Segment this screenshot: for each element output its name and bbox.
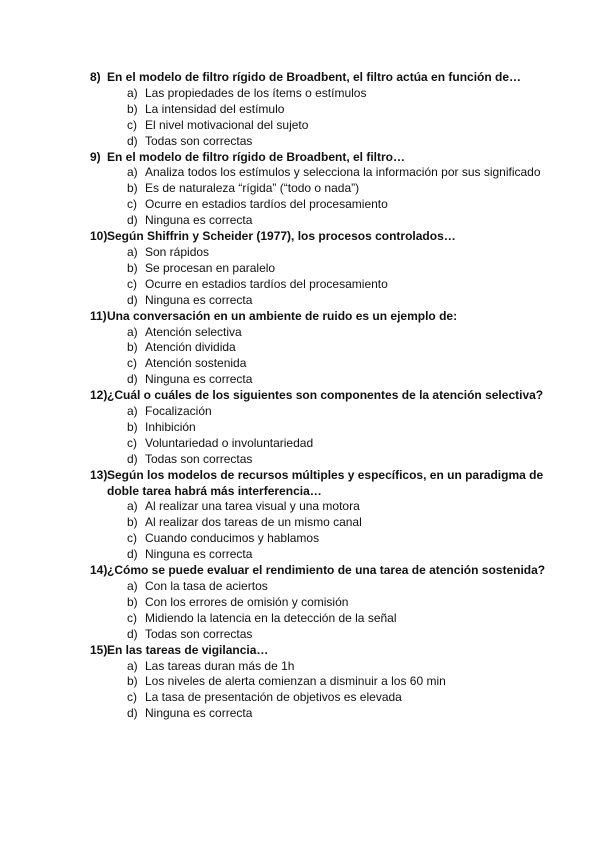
option-letter: c): [127, 117, 137, 132]
answer-options: [90, 659, 550, 723]
option-text: Todas son correctas: [145, 133, 253, 148]
option-text: Atención sostenida: [145, 356, 247, 371]
option-text: Ninguna es correcta: [145, 292, 253, 307]
option-letter: b): [127, 419, 138, 434]
question-heading: [90, 70, 550, 86]
option-text: El nivel motivacional del sujeto: [145, 117, 309, 132]
answer-option: [127, 165, 550, 181]
question-text: ¿Cuál o cuáles de los siguientes son componentes de la atención selectiva?: [107, 388, 544, 403]
question-text: Según Shiffrin y Scheider (1977), los procesos controlados…: [107, 229, 456, 244]
option-text: Ocurre en estadios tardíos del procesamiento: [145, 197, 388, 212]
answer-option: [127, 404, 550, 420]
option-text: Los niveles de alerta comienzan a disminuir a los 60 min: [145, 674, 446, 689]
question-block: [90, 468, 550, 563]
question-heading: [90, 229, 550, 245]
question-block: [90, 70, 550, 150]
option-text: Es de naturaleza “rígida” (“todo o nada”): [145, 181, 360, 196]
question-block: [90, 388, 550, 468]
answer-option: [127, 277, 550, 293]
option-letter: c): [127, 197, 137, 212]
question-heading: [90, 150, 550, 166]
answer-options: [90, 404, 550, 468]
question-heading: [90, 563, 550, 579]
answer-option: [127, 261, 550, 277]
option-letter: d): [127, 372, 138, 387]
option-text: Con los errores de omisión y comisión: [145, 594, 349, 609]
option-letter: c): [127, 356, 137, 371]
answer-option: [127, 531, 550, 547]
answer-option: [127, 86, 550, 102]
option-letter: a): [127, 85, 138, 100]
answer-option: [127, 659, 550, 675]
option-text: Ninguna es correcta: [145, 372, 253, 387]
question-text: En el modelo de filtro rígido de Broadbent, el filtro actúa en función de…: [107, 70, 522, 84]
option-text: Cuando conducimos y hablamos: [145, 531, 320, 546]
option-letter: c): [127, 610, 137, 625]
answer-option: [127, 102, 550, 118]
question-number: 15): [90, 642, 108, 657]
answer-option: [127, 595, 550, 611]
answer-option: [127, 340, 550, 356]
option-letter: d): [127, 451, 138, 466]
question-block: [90, 309, 550, 389]
question-number: 9): [90, 149, 101, 164]
answer-option: [127, 579, 550, 595]
option-letter: a): [127, 658, 138, 673]
option-text: Ocurre en estadios tardíos del procesamiento: [145, 276, 388, 291]
option-letter: d): [127, 626, 138, 641]
answer-option: [127, 706, 550, 722]
option-text: Atención selectiva: [145, 324, 242, 339]
option-text: Todas son correctas: [145, 451, 253, 466]
option-text: La intensidad del estímulo: [145, 101, 285, 116]
option-text: Ninguna es correcta: [145, 213, 253, 228]
answer-option: [127, 547, 550, 563]
question-number: 13): [90, 467, 108, 482]
answer-option: [127, 293, 550, 309]
answer-option: [127, 118, 550, 134]
option-letter: c): [127, 276, 137, 291]
question-number: 11): [90, 308, 107, 323]
answer-option: [127, 611, 550, 627]
option-letter: d): [127, 706, 138, 721]
option-letter: a): [127, 579, 138, 593]
question-block: [90, 643, 550, 723]
option-text: La tasa de presentación de objetivos es elevada: [145, 690, 402, 705]
answer-options: [90, 245, 550, 309]
answer-option: [127, 356, 550, 372]
option-letter: b): [127, 594, 138, 609]
option-text: Ninguna es correcta: [145, 547, 253, 562]
option-text: Todas son correctas: [145, 626, 253, 641]
option-letter: c): [127, 435, 137, 450]
option-text: Las propiedades de los ítems o estímulos: [145, 85, 367, 100]
answer-option: [127, 181, 550, 197]
question-text: ¿Cómo se puede evaluar el rendimiento de una tarea de atención sostenida?: [107, 563, 546, 578]
answer-option: [127, 372, 550, 388]
question-text: En el modelo de filtro rígido de Broadbent, el filtro…: [107, 149, 406, 164]
answer-option: [127, 674, 550, 690]
question-heading: [90, 388, 550, 404]
option-text: Son rápidos: [145, 244, 210, 259]
answer-option: [127, 515, 550, 531]
question-number: 10): [90, 229, 108, 244]
answer-option: [127, 213, 550, 229]
question-text: Según los modelos de recursos múltiples y específicos, en un paradigma de doble tarea habrá más interferencia…: [107, 467, 544, 498]
answer-option: [127, 499, 550, 515]
option-text: Inhibición: [145, 419, 196, 434]
answer-option: [127, 627, 550, 643]
answer-option: [127, 197, 550, 213]
question-block: [90, 563, 550, 643]
answer-options: [90, 86, 550, 150]
option-text: Ninguna es correcta: [145, 706, 253, 721]
answer-options: [90, 499, 550, 563]
question-heading: [90, 309, 550, 325]
answer-options: [90, 579, 550, 643]
option-letter: a): [127, 499, 138, 514]
option-text: Se procesan en paralelo: [145, 260, 276, 275]
option-letter: b): [127, 260, 138, 275]
option-text: Midiendo la latencia en la detección de la señal: [145, 610, 397, 625]
question-number: 12): [90, 388, 108, 403]
question-number: 8): [90, 70, 101, 84]
option-text: Al realizar dos tareas de un mismo canal: [145, 515, 362, 530]
option-letter: a): [127, 165, 138, 180]
option-letter: d): [127, 213, 138, 228]
question-text: En las tareas de vigilancia…: [107, 642, 269, 657]
option-letter: b): [127, 340, 138, 355]
question-list: [90, 70, 550, 722]
answer-option: [127, 420, 550, 436]
answer-options: [90, 165, 550, 229]
answer-options: [90, 325, 550, 389]
question-block: [90, 229, 550, 309]
option-letter: a): [127, 404, 138, 419]
option-letter: a): [127, 244, 138, 259]
answer-option: [127, 325, 550, 341]
answer-option: [127, 690, 550, 706]
option-letter: d): [127, 547, 138, 562]
option-text: Atención dividida: [145, 340, 236, 355]
answer-option: [127, 134, 550, 150]
answer-option: [127, 245, 550, 261]
option-text: Analiza todos los estímulos y selecciona la información por sus significado: [145, 165, 541, 180]
answer-option: [127, 436, 550, 452]
option-letter: b): [127, 181, 138, 196]
option-letter: a): [127, 324, 138, 339]
option-text: Al realizar una tarea visual y una motora: [145, 499, 360, 514]
option-letter: c): [127, 690, 137, 705]
option-text: Voluntariedad o involuntariedad: [145, 435, 314, 450]
option-text: Las tareas duran más de 1h: [145, 658, 295, 673]
option-text: Focalización: [145, 404, 212, 419]
option-letter: b): [127, 515, 138, 530]
question-heading: [90, 468, 550, 500]
option-letter: d): [127, 133, 138, 148]
option-letter: d): [127, 292, 138, 307]
answer-option: [127, 452, 550, 468]
question-number: 14): [90, 563, 108, 578]
question-block: [90, 150, 550, 230]
question-text: Una conversación en un ambiente de ruido es un ejemplo de:: [107, 308, 458, 323]
option-letter: c): [127, 531, 137, 546]
option-letter: b): [127, 674, 138, 689]
option-letter: b): [127, 101, 138, 116]
option-text: Con la tasa de aciertos: [145, 579, 268, 593]
question-heading: [90, 643, 550, 659]
